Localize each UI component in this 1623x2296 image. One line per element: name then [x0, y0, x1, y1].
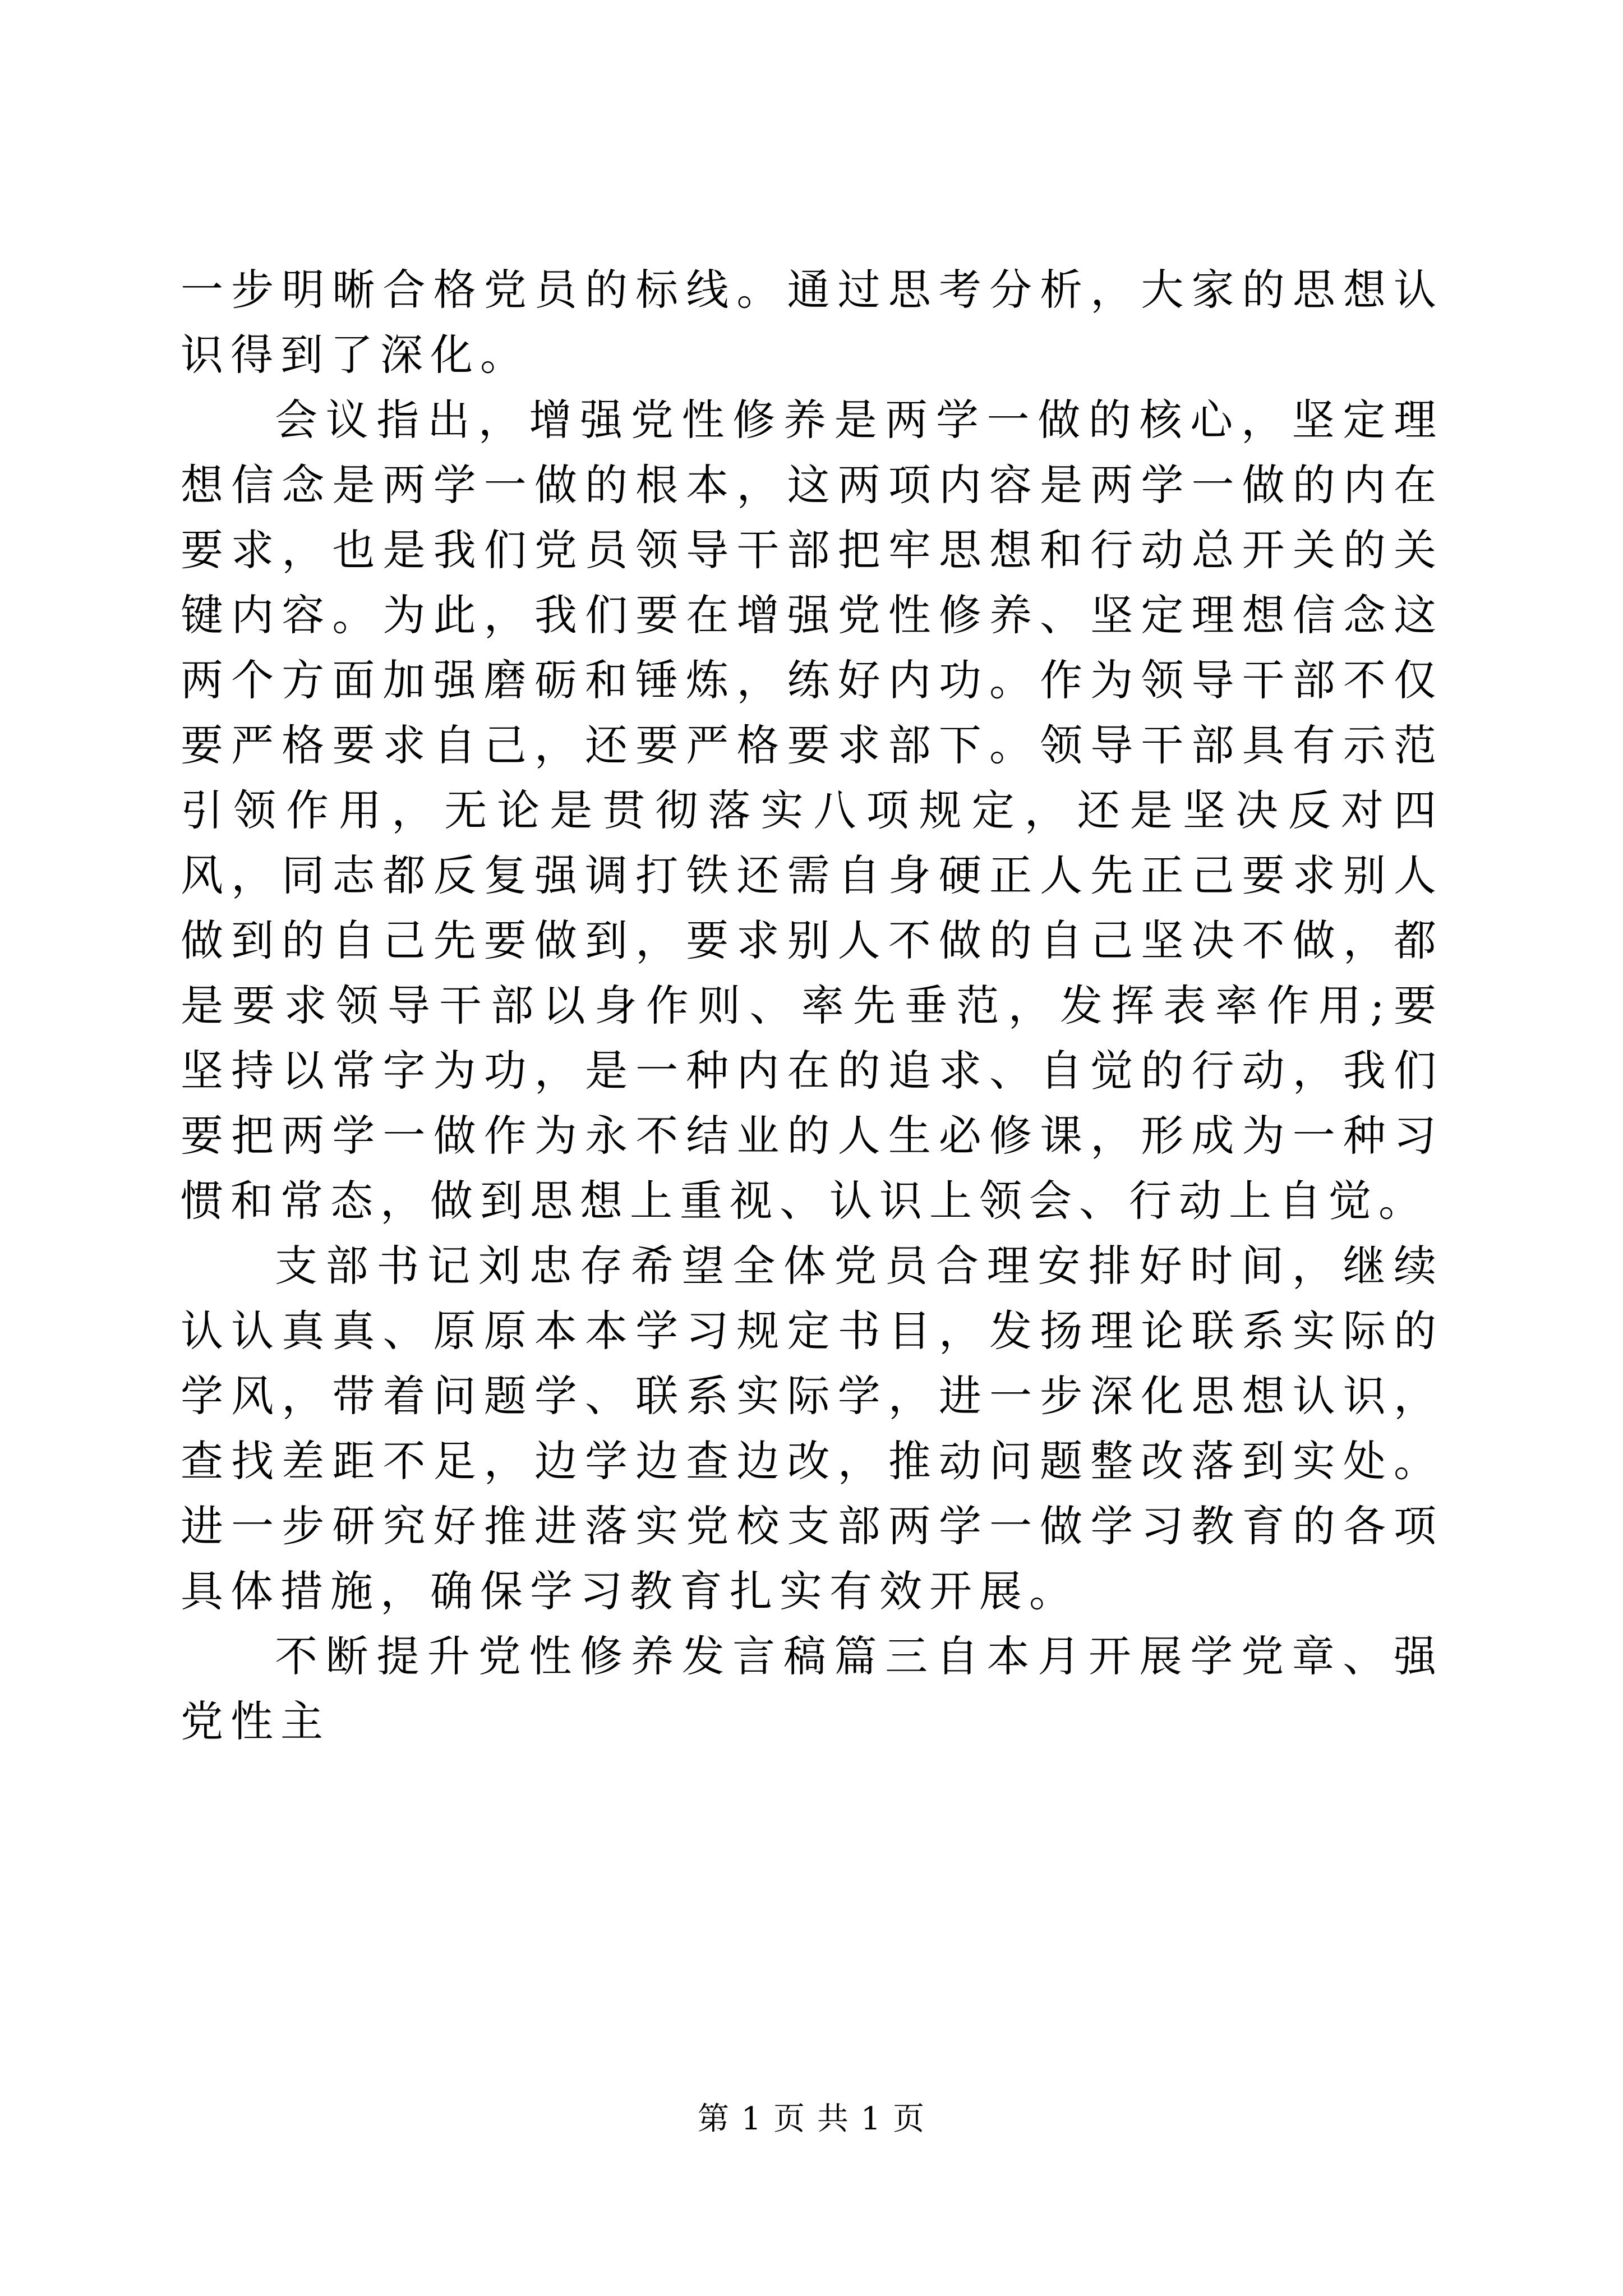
page-footer: 第 1 页 共 1 页: [697, 2101, 926, 2137]
paragraph-secretary-hopes: 支部书记刘忠存希望全体党员合理安排好时间，继续认认真真、原原本本学习规定书目，发扬理论联系实际的学风，带着问题学、联系实际学，进一步深化思想认识，查找差距不足，边学边查边改，推动问题整改落到实处。进一步研究好推进落实党校支部两学一做学习教育的各项具体措施，确保学习教育扎实有效开展。: [181, 1241, 1444, 1616]
document-body: [181, 257, 1444, 1754]
paragraph-next-article: 不断提升党性修养发言稿篇三自本月开展学党章、强党性主: [181, 1631, 1444, 1746]
paragraph-continuation: 一步明晰合格党员的标线。通过思考分析，大家的思想认识得到了深化。: [181, 265, 1444, 380]
paragraph-meeting-points: 会议指出，增强党性修养是两学一做的核心，坚定理想信念是两学一做的根本，这两项内容是两学一做的内在要求，也是我们党员领导干部把牢思想和行动总开关的关键内容。为此，我们要在增强党性修养、坚定理想信念这两个方面加强磨砺和锤炼，练好内功。作为领导干部不仅要严格要求自己，还要严格要求部下。领导干部具有示范引领作用，无论是贯彻落实八项规定，还是坚决反对四风，同志都反复强调打铁还需自身硬正人先正己要求别人做到的自己先要做到，要求别人不做的自己坚决不做，都是要求领导干部以身作则、率先垂范，发挥表率作用;要坚持以常字为功，是一种内在的追求、自觉的行动，我们要把两学一做作为永不结业的人生必修课，形成为一种习惯和常态，做到思想上重视、认识上领会、行动上自觉。: [181, 395, 1444, 1226]
